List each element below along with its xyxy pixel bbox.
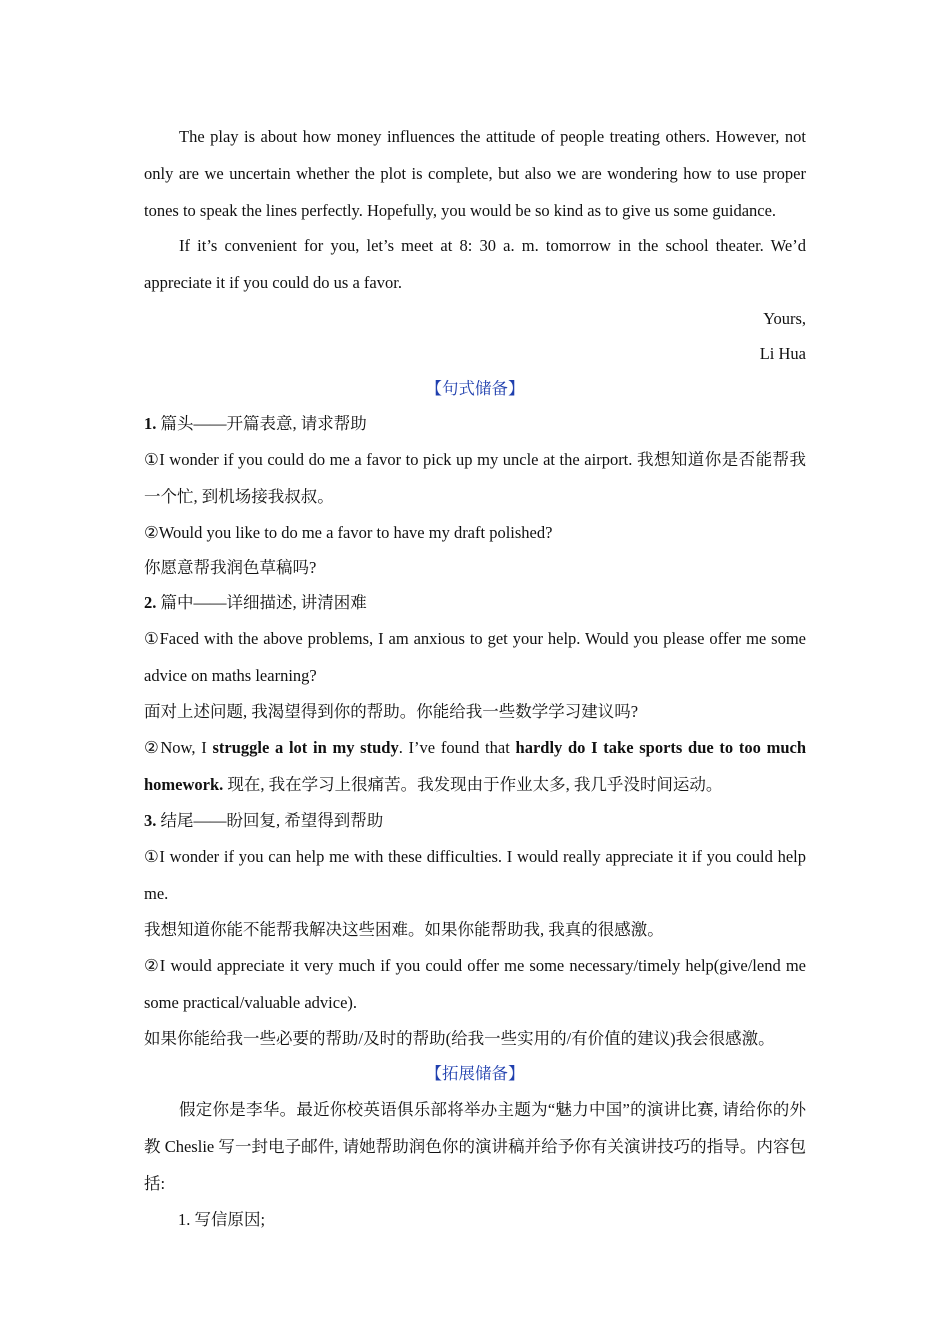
section-2-example-2-translation: 现在, 我在学习上很痛苦。我发现由于作业太多, 我几乎没时间运动。 xyxy=(223,775,723,794)
extension-item-1: 1. 写信原因; xyxy=(178,1210,266,1229)
section-1-title-text: 篇头——开篇表意, 请求帮助 xyxy=(156,414,367,433)
section-3-example-2: ②I would appreciate it very much if you could offer me some necessary/timely help(give/lend me some practical/valuable advice). xyxy=(144,956,806,1012)
section-2-title xyxy=(144,585,806,620)
section-3-number: 3. xyxy=(144,811,157,830)
section-2-example-2-bold-a: struggle a lot in my study xyxy=(212,738,399,757)
section-2-number: 2. xyxy=(144,593,157,612)
document-page xyxy=(144,118,806,1238)
extension-prompt: 假定你是李华。最近你校英语俱乐部将举办主题为“魅力中国”的演讲比赛, 请给你的外教 Cheslie 写一封电子邮件, 请她帮助润色你的演讲稿并给予你有关演讲技巧的指导。内容包括: xyxy=(144,1100,806,1193)
letter-paragraph-2: If it’s convenient for you, let’s meet at 8: 30 a. m. tomorrow in the school theater. We’d appreciate it if you could do us a favor. xyxy=(144,236,806,292)
section-3-title xyxy=(144,803,806,838)
section-2-example-2-part-a: ②Now, I xyxy=(144,738,213,757)
section-2-example-1: ①Faced with the above problems, I am anxious to get your help. Would you please offer me some advice on maths learning? xyxy=(144,629,806,685)
section-1-example-1: ①I wonder if you could do me a favor to pick up my uncle at the airport. 我想知道你是否能帮我一个忙, 到机场接我叔叔。 xyxy=(144,450,806,506)
letter-signature: Li Hua xyxy=(759,344,806,363)
section-1-number: 1. xyxy=(144,414,157,433)
section-3-example-1-translation: 我想知道你能不能帮我解决这些困难。如果你能帮助我, 我真的很感激。 xyxy=(144,920,664,939)
section-2-example-2 xyxy=(144,729,806,803)
section-1-title xyxy=(144,406,806,441)
section-3-example-1: ①I wonder if you can help me with these difficulties. I would really appreciate it if you could help me. xyxy=(144,847,806,903)
section-1-example-2-translation: 你愿意帮我润色草稿吗? xyxy=(144,558,317,577)
section-3-example-2-translation: 如果你能给我一些必要的帮助/及时的帮助(给我一些实用的/有价值的建议)我会很感激。 xyxy=(144,1029,775,1048)
section-2-example-2-part-c: . I’ve found that xyxy=(398,738,516,757)
section-3-title-text: 结尾——盼回复, 希望得到帮助 xyxy=(156,811,384,830)
letter-closing: Yours, xyxy=(763,309,806,328)
section-1-example-2: ②Would you like to do me a favor to have my draft polished? xyxy=(144,523,553,542)
letter-paragraph-1: The play is about how money influences the attitude of people treating others. However, not only are we uncertain whether the plot is complete, but also we are wondering how to use proper tones to speak the lines perfectly. Hopefully, you would be so kind as to give us some guidance. xyxy=(144,127,806,220)
section-2-example-2-bold-b: hardly do I take sports due to too much homework. xyxy=(144,738,807,794)
extension-heading: 【拓展储备】 xyxy=(425,1064,525,1083)
section-2-title-text: 篇中——详细描述, 讲清困难 xyxy=(156,593,367,612)
section-2-example-1-translation: 面对上述问题, 我渴望得到你的帮助。你能给我一些数学学习建议吗? xyxy=(144,702,639,721)
sentence-reserve-heading: 【句式储备】 xyxy=(425,379,525,398)
